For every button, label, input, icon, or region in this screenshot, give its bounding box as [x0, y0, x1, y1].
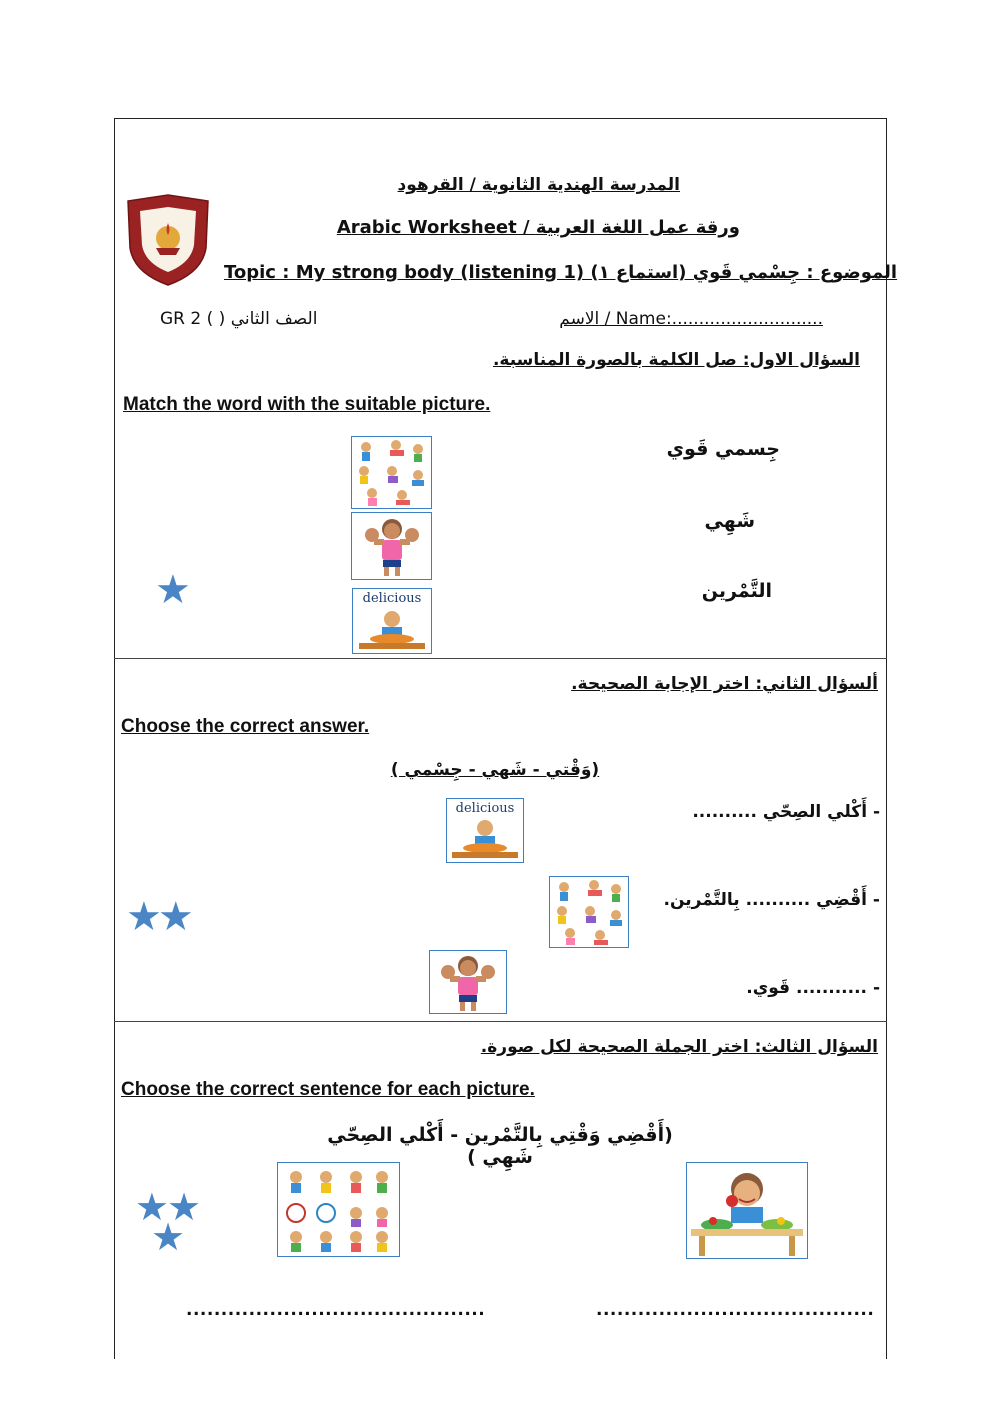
- q1-title-ar: السؤال الاول: صل الكلمة بالصورة المناسبة.: [492, 350, 860, 370]
- worksheet-title: Arabic Worksheet / ورقة عمل اللغة العربية: [336, 217, 740, 238]
- q1-word-1: جِسمي قَوي: [666, 438, 780, 460]
- school-name: المدرسة الهندية الثانوية / القرهود: [397, 175, 680, 195]
- q1-title-en: Match the word with the suitable picture.: [123, 394, 491, 415]
- q2-picture-exercise: [549, 876, 629, 948]
- grade-field[interactable]: GR 2 ( ) الصف الثاني: [160, 309, 318, 329]
- q3-title-ar: السؤال الثالث: اختر الجملة الصحيحة لكل صورة.: [480, 1037, 878, 1057]
- q3-picture-healthy-eating: [686, 1162, 808, 1259]
- q3-star-rating-top: ★★★: [134, 1185, 200, 1259]
- delicious-caption: delicious: [455, 801, 515, 816]
- topic-line: Topic : My strong body (listening 1) (استماع ١) الموضوع : جِسْمي قَوي: [224, 262, 898, 283]
- q1-word-3: التَّمْرين: [701, 580, 772, 602]
- divider-1: [114, 658, 887, 659]
- q3-picture-kids-activities: [277, 1162, 400, 1257]
- delicious-caption: delicious: [362, 591, 422, 606]
- q1-word-2: شَهِي: [704, 510, 755, 532]
- q2-title-ar: ألسؤال الثاني: اختر الإجابة الصحيحة.: [571, 674, 878, 694]
- q1-star-rating: ★: [155, 567, 191, 613]
- q2-options: (وَقْتي - شَهي - جِسْمي ): [390, 760, 600, 780]
- q3-answer-line-right[interactable]: ........................................: [596, 1300, 875, 1320]
- q1-picture-delicious: [352, 588, 432, 654]
- q2-star-rating: ★★: [126, 894, 190, 940]
- q2-picture-delicious: [446, 798, 524, 863]
- q3-title-en: Choose the correct sentence for each picture.: [121, 1079, 535, 1100]
- name-field[interactable]: الاسم / Name:............................: [559, 309, 823, 329]
- q2-sentence-1: - أَكْلي الصِحّي ..........: [692, 802, 880, 822]
- q2-title-en: Choose the correct answer.: [121, 716, 370, 737]
- q3-options: (أَقْضِي وَقْتِي بِالتَّمْرين - أَكْلي الصِحّي شَهِي ): [327, 1124, 673, 1168]
- divider-2: [114, 1021, 887, 1022]
- school-logo: [126, 193, 210, 287]
- kids-exercise-illustration: [359, 440, 424, 506]
- q1-picture-exercise: [351, 436, 432, 509]
- q2-sentence-3: - ........... قَوي.: [746, 978, 880, 998]
- q2-picture-strong-boy: [429, 950, 507, 1014]
- q1-picture-strong-boy: [351, 512, 432, 580]
- q3-answer-line-left[interactable]: ...........................................: [186, 1300, 486, 1320]
- q2-sentence-2: - أَقْضِي .......... بِالتَّمْرين.: [663, 890, 880, 910]
